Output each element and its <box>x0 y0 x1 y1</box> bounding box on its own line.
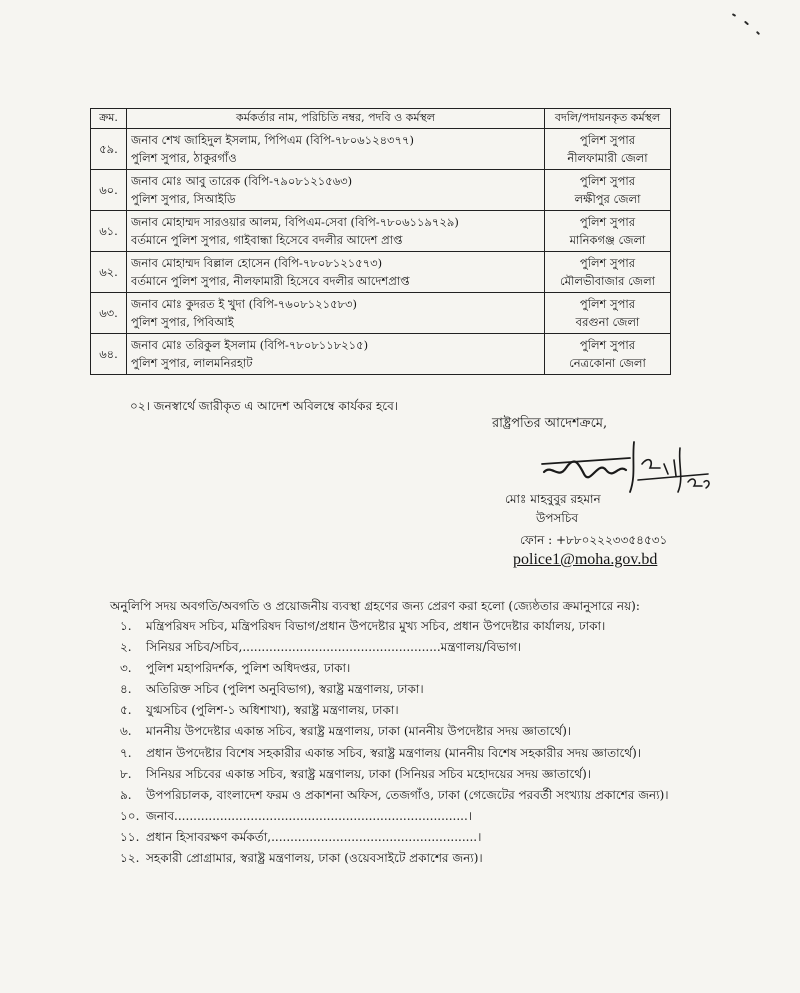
table-header-row <box>91 109 671 129</box>
serial-cell: ৬২. <box>91 252 127 293</box>
posting-district: নীলফামারী জেলা <box>567 151 648 165</box>
posting-cell <box>545 129 671 170</box>
officer-cell <box>127 211 545 252</box>
list-item-number: ১১. <box>120 829 140 844</box>
table-row <box>91 170 671 211</box>
officer-current-post: পুলিশ সুপার, লালমনিরহাট <box>131 356 253 370</box>
list-item <box>120 785 669 806</box>
table-row <box>91 293 671 334</box>
posting-column-header: বদলি/পদায়নকৃত কর্মস্থল <box>545 109 671 129</box>
list-item-text: জনাব.............................................................................। <box>146 808 473 823</box>
list-item-number: ৫. <box>120 703 132 718</box>
list-item-number: ১. <box>120 619 132 633</box>
copy-distribution-list <box>120 616 669 869</box>
signer-designation: উপসচিব <box>536 511 579 525</box>
list-item-text: সিনিয়র সচিব/সচিব,....................................................মন্ত্রণালয়/বিভাগ। <box>146 640 522 655</box>
list-item <box>120 679 669 700</box>
list-item-text: পুলিশ মহাপরিদর্শক, পুলিশ অধিদপ্তর, ঢাকা। <box>146 661 351 676</box>
email-address[interactable]: police1@moha.gov.bd <box>513 551 658 568</box>
officer-name: জনাব মোঃ আবু তারেক (বিপি-৭৯০৮১২১৫৬৩) <box>131 174 353 188</box>
transfer-table <box>90 108 671 375</box>
list-item <box>120 637 669 658</box>
table-row <box>91 129 671 170</box>
posting-designation: পুলিশ সুপার <box>579 174 636 188</box>
posting-cell <box>545 334 671 375</box>
list-item-number: ৮. <box>120 766 132 781</box>
list-item <box>120 806 669 827</box>
posting-district: লক্ষীপুর জেলা <box>574 192 641 206</box>
list-item-number: ৪. <box>120 682 132 697</box>
officer-cell <box>127 170 545 211</box>
posting-district: মৌলভীবাজার জেলা <box>560 274 655 288</box>
list-item-text: প্রধান হিসাবরক্ষণ কর্মকর্তা,......................................................। <box>146 829 482 844</box>
list-item <box>120 743 669 764</box>
officer-name: জনাব মোঃ কুদরত ই খুদা (বিপি-৭৬০৮১২১৫৮৩) <box>131 297 357 311</box>
list-item-text: যুগ্মসচিব (পুলিশ-১ অধিশাখা), স্বরাষ্ট্র মন্ত্রণালয়, ঢাকা। <box>146 703 399 718</box>
copy-distribution-intro: অনুলিপি সদয় অবগতি/অবগতি ও প্রয়োজনীয় ব্যবস্থা গ্রহণের জন্য প্রেরণ করা হলো (জ্যেষ্ঠতার ক্রমানুসারে নয়): <box>110 599 640 613</box>
list-item-text: সহকারী প্রোগ্রামার, স্বরাষ্ট্র মন্ত্রণালয়, ঢাকা (ওয়েবসাইটে প্রকাশের জন্য)। <box>146 851 483 866</box>
officer-name: জনাব মোহাম্মদ বিল্লাল হোসেন (বিপি-৭৮০৮১২১৫৭৩) <box>131 256 383 270</box>
table-row <box>91 334 671 375</box>
posting-designation: পুলিশ সুপার <box>579 133 636 147</box>
serial-cell: ৬৪. <box>91 334 127 375</box>
officer-cell <box>127 293 545 334</box>
serial-column-header: ক্রম. <box>91 109 127 129</box>
list-item <box>120 764 669 785</box>
scan-mark <box>732 13 736 17</box>
list-item-number: ৭. <box>120 745 132 760</box>
officer-cell <box>127 334 545 375</box>
posting-designation: পুলিশ সুপার <box>579 338 636 352</box>
signer-name: মোঃ মাহবুবুর রহমান <box>505 492 601 506</box>
list-item-number: ৯. <box>120 787 132 802</box>
serial-cell: ৫৯. <box>91 129 127 170</box>
officer-cell <box>127 129 545 170</box>
list-item-text: প্রধান উপদেষ্টার বিশেষ সহকারীর একান্ত সচিব, স্বরাষ্ট্র মন্ত্রণালয় (মাননীয় বিশেষ সহকারীর সদয় জ্ঞাতার্থে)। <box>146 745 642 760</box>
list-item <box>120 721 669 742</box>
list-item-text: উপপরিচালক, বাংলাদেশ ফরম ও প্রকাশনা অফিস, তেজগাঁও, ঢাকা (গেজেটের পরবর্তী সংখ্যায় প্রকাশের জন্য)। <box>146 787 669 802</box>
name-column-header: কর্মকর্তার নাম, পরিচিতি নম্বর, পদবি ও কর্মস্থল <box>127 109 545 129</box>
list-item-text: অতিরিক্ত সচিব (পুলিশ অনুবিভাগ), স্বরাষ্ট্র মন্ত্রণালয়, ঢাকা। <box>146 682 424 697</box>
officer-current-post: বর্তমানে পুলিশ সুপার, নীলফামারী হিসেবে বদলীর আদেশপ্রাপ্ত <box>131 274 410 288</box>
posting-cell <box>545 293 671 334</box>
officer-cell <box>127 252 545 293</box>
handwritten-signature <box>538 434 718 494</box>
posting-district: নেত্রকোনা জেলা <box>569 356 646 370</box>
posting-designation: পুলিশ সুপার <box>579 256 636 270</box>
posting-cell <box>545 252 671 293</box>
list-item-number: ১২. <box>120 851 140 866</box>
list-item-number: ৩. <box>120 661 132 676</box>
officer-name: জনাব মোহাম্মদ সারওয়ার আলম, বিপিএম-সেবা (বিপি-৭৮০৬১১৯৭২৯) <box>131 215 459 229</box>
officer-name: জনাব শেখ জাহিদুল ইসলাম, পিপিএম (বিপি-৭৮০৬১২৪৩৭৭) <box>131 133 414 147</box>
serial-cell: ৬১. <box>91 211 127 252</box>
list-item-number: ২. <box>120 640 132 655</box>
posting-district: মানিকগঞ্জ জেলা <box>569 233 646 247</box>
by-order-line: রাষ্ট্রপতির আদেশক্রমে, <box>492 416 608 431</box>
list-item <box>120 848 669 869</box>
posting-cell <box>545 211 671 252</box>
officer-current-post: পুলিশ সুপার, পিবিআই <box>131 315 234 329</box>
list-item <box>120 700 669 721</box>
effective-immediately-paragraph: ০২। জনস্বার্থে জারীকৃত এ আদেশ অবিলম্বে কার্যকর হবে। <box>130 399 399 413</box>
list-item-number: ৬. <box>120 724 132 739</box>
officer-current-post: পুলিশ সুপার, ঠাকুরগাঁও <box>131 151 237 165</box>
list-item-number: ১০. <box>120 808 140 823</box>
table-row <box>91 252 671 293</box>
list-item-text: মাননীয় উপদেষ্টার একান্ত সচিব, স্বরাষ্ট্র মন্ত্রণালয়, ঢাকা (মাননীয় উপদেষ্টার সদয় জ্ঞাতার্থে)। <box>146 724 572 739</box>
posting-cell <box>545 170 671 211</box>
posting-designation: পুলিশ সুপার <box>579 215 636 229</box>
officer-current-post: পুলিশ সুপার, সিআইডি <box>131 192 236 206</box>
list-item <box>120 616 669 637</box>
serial-cell: ৬৩. <box>91 293 127 334</box>
table-row <box>91 211 671 252</box>
scan-mark <box>756 31 760 35</box>
list-item <box>120 658 669 679</box>
list-item-text: সিনিয়র সচিবের একান্ত সচিব, স্বরাষ্ট্র মন্ত্রণালয়, ঢাকা (সিনিয়র সচিব মহোদয়ের সদয় জ্ঞাতার্থে)। <box>146 766 592 781</box>
posting-district: বরগুনা জেলা <box>575 315 640 329</box>
scan-mark <box>744 21 749 26</box>
serial-cell: ৬০. <box>91 170 127 211</box>
phone-number: ফোন : +৮৮০২২২৩৩৫৪৫৩১ <box>520 533 668 547</box>
officer-current-post: বর্তমানে পুলিশ সুপার, গাইবান্ধা হিসেবে বদলীর আদেশ প্রাপ্ত <box>131 233 403 247</box>
posting-designation: পুলিশ সুপার <box>579 297 636 311</box>
officer-name: জনাব মোঃ তরিকুল ইসলাম (বিপি-৭৮০৮১১৮২১৫) <box>131 338 369 352</box>
list-item-text: মন্ত্রিপরিষদ সচিব, মন্ত্রিপরিষদ বিভাগ/প্রধান উপদেষ্টার মুখ্য সচিব, প্রধান উপদেষ্টার কার্যালয়, ঢাকা। <box>146 619 606 633</box>
list-item <box>120 827 669 848</box>
